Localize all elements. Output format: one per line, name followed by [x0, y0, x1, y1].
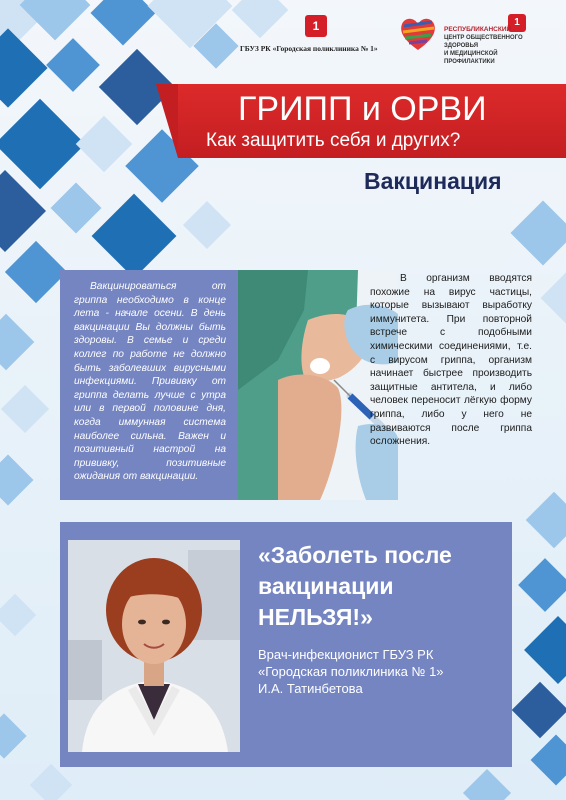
left-text-box: [60, 270, 238, 500]
partner-line3: И МЕДИЦИНСКОЙ ПРОФИЛАКТИКИ: [444, 51, 498, 65]
author-organization: «Городская поликлиника № 1»: [258, 664, 444, 679]
doctor-portrait: [68, 540, 240, 752]
org-name: ГБУЗ РК «Городская поликлиника № 1»: [240, 44, 378, 53]
partner-logo: [398, 12, 548, 65]
red-cross-1-icon-small: 1: [508, 14, 526, 32]
banner-subtitle: Как защитить себя и других?: [206, 130, 461, 151]
partner-line2: ЦЕНТР ОБЩЕСТВЕННОГО ЗДОРОВЬЯ: [444, 35, 523, 49]
author-position: Врач-инфекционист ГБУЗ РК: [258, 647, 434, 662]
section-title: Вакцинация: [364, 168, 502, 194]
left-paragraph: Вакцинироваться от гриппа необходимо в конце лета - начале осени. В день вакцинации Вы должны быть здоровы. В семье и среди коллег по работе не должно быть заболевших вирусными инфекциями. Прививку от гриппа делать лучше с утра или в первой половине дня, когда иммунная система наиболее сильна. Важен и позитивный настрой на прививку, позитивные ожидания от вакцинации.: [74, 281, 226, 483]
title-banner: [178, 84, 566, 158]
heart-logo-icon: [398, 14, 438, 54]
quote-author: [258, 646, 508, 697]
doctor-photo: [68, 540, 240, 752]
author-name: И.А. Татинбетова: [258, 681, 363, 696]
partner-line1: РЕСПУБЛИКАНСКИЙ: [444, 26, 512, 33]
quote-text: «Заболеть после вакцинации НЕЛЬЗЯ!»: [258, 542, 452, 630]
banner-title: ГРИПП и ОРВИ: [238, 90, 487, 128]
partner-name: [444, 26, 548, 66]
right-paragraph: В организм вводятся похожие на вирус частицы, которые вызывают выработку иммунитета. При повторной встрече с подобными химическими соединениями, т.е. с вирусом гриппа, организм начинает быстрее производить защитные антитела, и либо человек переносит лёгкую форму гриппа, либо у него не развиваются после гриппа осложнения.: [370, 273, 532, 448]
red-cross-1-icon: 1: [305, 15, 327, 37]
right-text: [370, 272, 532, 449]
